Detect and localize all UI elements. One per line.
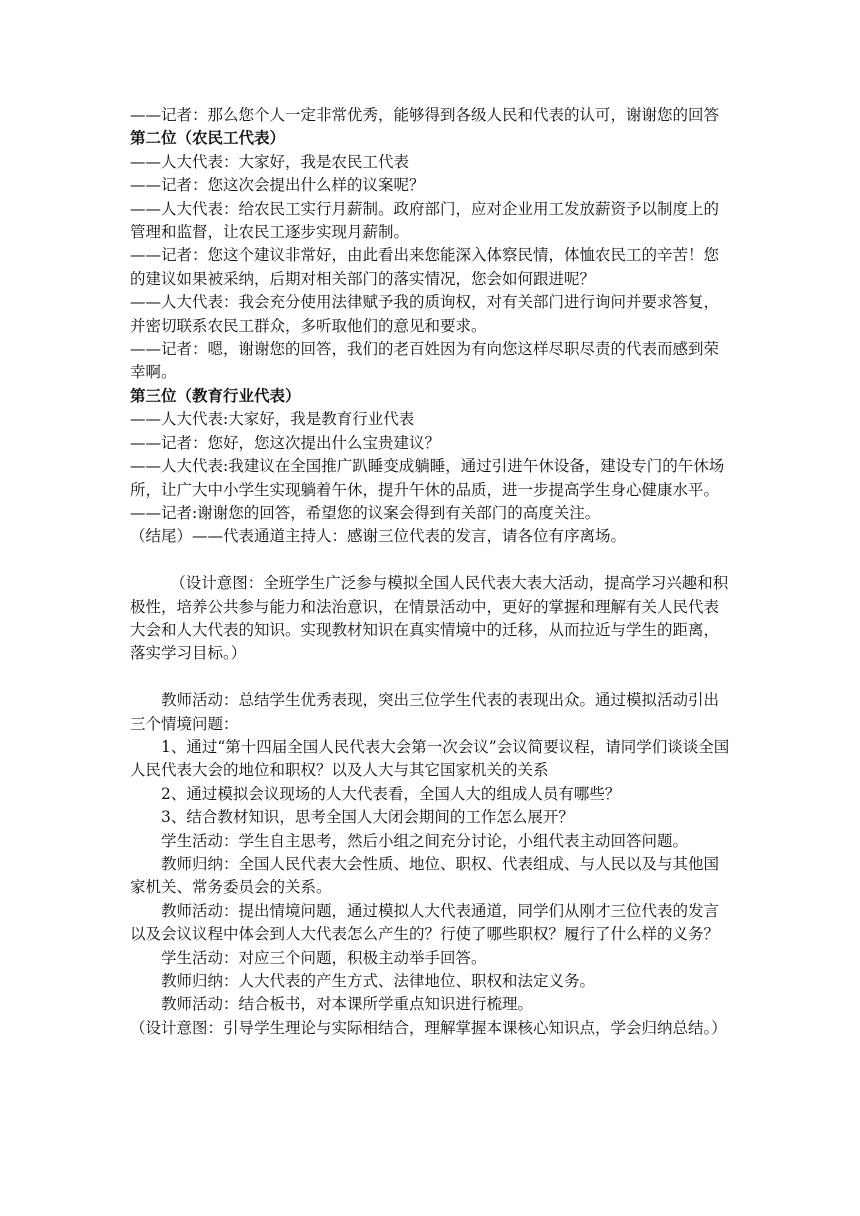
reporter-line: ——记者：您这个建议非常好，由此看出来您能深入体察民情，体恤农民工的辛苦！您的建议如果被采纳，后期对相关部门的落实情况，您会如何跟进呢？ [130, 246, 720, 288]
deputy-line: ——人大代表：大家好，我是农民工代表 [130, 152, 410, 171]
deputy-line: ——人大代表:我建议在全国推广趴睡变成躺睡，通过引进午休设备，建设专门的午休场所，让广大中小学生实现躺着午休，提升午休的品质，进一步提高学生身心健康水平。 [130, 457, 725, 499]
teacher-summary-paragraph: 教师归纳：全国人民代表大会性质、地位、职权、代表组成、与人民以及与其他国家机关、常务委员会的关系。 [130, 854, 720, 897]
reporter-line: ——记者：嗯，谢谢您的回答，我们的老百姓因为有向您这样尽职尽责的代表而感到荣幸啊。 [130, 340, 720, 382]
blank-line [130, 549, 730, 572]
deputy-line: ——人大代表:大家好，我是教育行业代表 [130, 410, 415, 429]
document-body [130, 104, 730, 1040]
question-item: 1、通过“第十四届全国人民代表大会第一次会议”会议简要议程，请同学们谈谈全国人民代表大会的地位和职权？以及人大与其它国家机关的关系 [130, 737, 730, 780]
deputy-line: ——人大代表：我会充分使用法律赋予我的质询权，对有关部门进行询问并要求答复，并密切联系农民工群众，多听取他们的意见和要求。 [130, 293, 720, 335]
teacher-activity-paragraph: 教师活动：结合板书，对本课所学重点知识进行梳理。 [161, 995, 534, 1014]
section-heading-second: 第二位（农民工代表） [130, 129, 286, 148]
deputy-line: ——人大代表：给农民工实行月薪制。政府部门，应对企业用工发放薪资予以制度上的管理和监督，让农民工逐步实现月薪制。 [130, 199, 720, 242]
closing-line: （结尾）——代表通道主持人：感谢三位代表的发言，请各位有序离场。 [130, 527, 627, 546]
question-item: 3、结合教材知识，思考全国人大闭会期间的工作怎么展开？ [161, 808, 574, 827]
reporter-line: ——记者：您好，您这次提出什么宝贵建议？ [130, 433, 441, 452]
reporter-line: ——记者：您这次会提出什么样的议案呢？ [130, 176, 425, 195]
design-intent-paragraph: （设计意图：全班学生广泛参与模拟全国人民代表大表大活动，提高学习兴趣和积极性，培养公共参与能力和法治意识，在情景活动中，更好的掌握和理解有关人民代表大会和人大代表的知识。实现教材知识在真实情境中的迁移，从而拉近与学生的距离，落实学习目标。） [130, 574, 729, 663]
question-item: 2、通过模拟会议现场的人大代表看，全国人大的组成人员有哪些？ [161, 784, 621, 803]
blank-line [130, 666, 730, 689]
teacher-summary-paragraph: 教师归纳：人大代表的产生方式、法律地位、职权和法定义务。 [161, 972, 596, 990]
teacher-activity-paragraph: 教师活动：总结学生优秀表现，突出三位学生代表的表现出众。通过模拟活动引出三个情境问题： [130, 691, 720, 733]
reporter-line: ——记者：那么您个人一定非常优秀，能够得到各级人民和代表的认可，谢谢您的回答 [130, 106, 720, 124]
design-intent-paragraph: （设计意图：引导学生理论与实际相结合，理解掌握本课核心知识点，学会归纳总结。） [130, 1018, 727, 1037]
section-heading-third: 第三位（教育行业代表） [130, 386, 301, 405]
reporter-line: ——记者:谢谢您的回答，希望您的议案会得到有关部门的高度关注。 [130, 503, 601, 522]
student-activity-paragraph: 学生活动：学生自主思考，然后小组之间充分讨论，小组代表主动回答问题。 [161, 831, 689, 850]
teacher-activity-paragraph: 教师活动：提出情境问题，通过模拟人大代表通道，同学们从刚才三位代表的发言以及会议议程中体会到人大代表怎么产生的？行使了哪些职权？履行了什么样的义务？ [130, 901, 720, 944]
student-activity-paragraph: 学生活动：对应三个问题，积极主动举手回答。 [161, 948, 487, 967]
